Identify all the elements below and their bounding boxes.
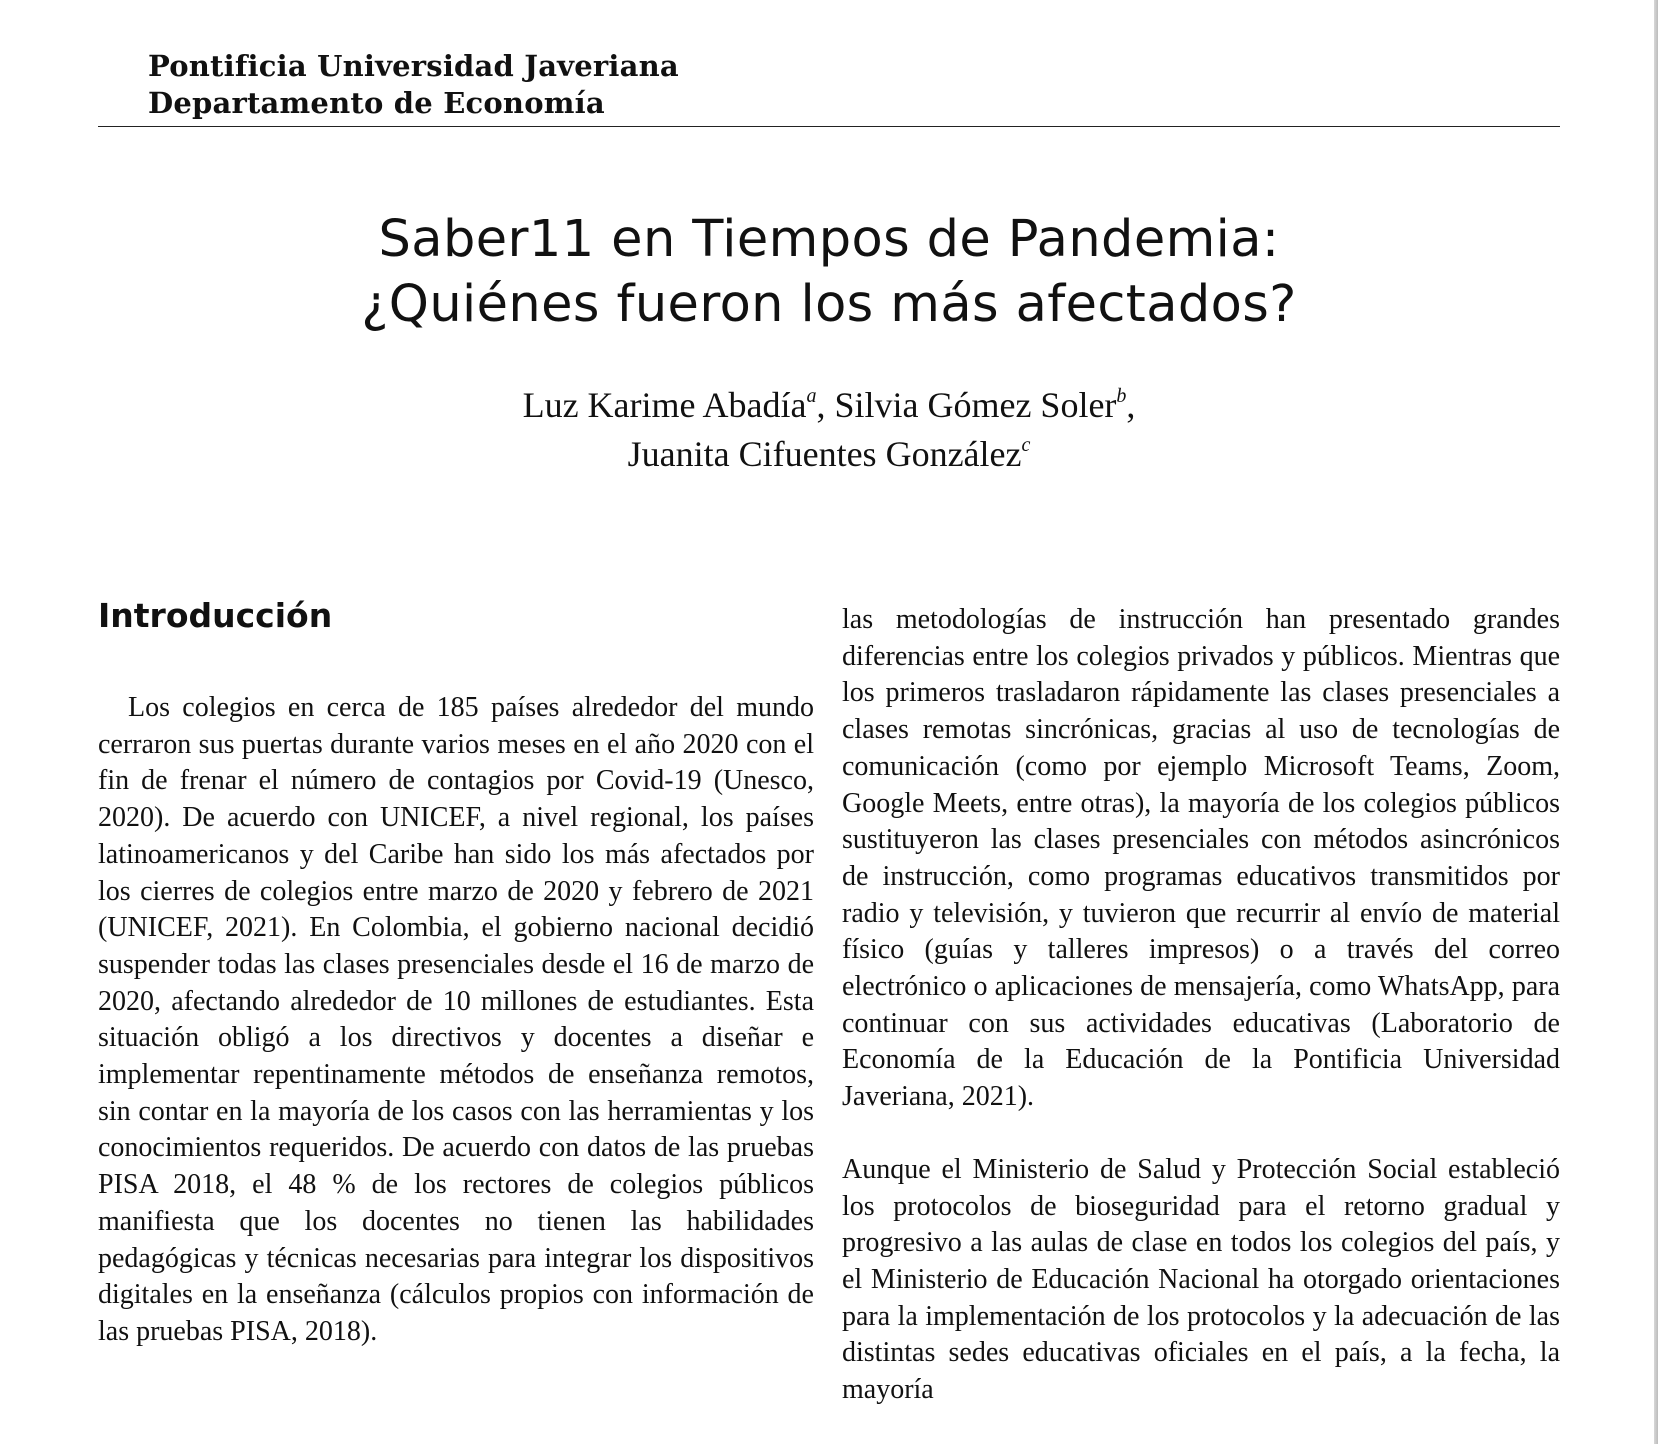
title-line-1: Saber11 en Tiempos de Pandemia:	[378, 210, 1280, 269]
institution-name: Pontificia Universidad Javeriana	[148, 49, 679, 83]
author-separator: ,	[816, 385, 835, 425]
author-affiliation-mark: a	[806, 385, 817, 407]
author-line-2	[98, 430, 1560, 479]
institution-header	[148, 48, 679, 122]
author-list	[98, 381, 1560, 479]
author-name: Silvia Gómez Soler	[834, 385, 1117, 425]
author-affiliation-mark: c	[1021, 434, 1031, 456]
section-heading-introduccion: Introducción	[98, 596, 333, 635]
left-column	[98, 690, 814, 1351]
author-line-1	[98, 381, 1560, 430]
body-paragraph: las metodologías de instrucción han presentado grandes diferencias entre los colegios privados y públicos. Mientras que los primeros trasladaron rápidamente las clases presenciales a clases remotas sincrónicas, gracias al uso de tecnologías de comunicación (como por ejemplo Microsoft Teams, Zoom, Google Meets, entre otras), la mayoría de los colegios públicos sustituyeron las clases presenciales con métodos asincrónicos de instrucción, como programas educativos transmitidos por radio y televisión, y tuvieron que recurrir al envío de material físico (guías y talleres impresos) o a través del correo electrónico o aplicaciones de mensajería, como WhatsApp, para continuar con sus actividades educativas (Laboratorio de Economía de la Educación de la Pontificia Universidad Javeriana, 2021).	[842, 604, 1560, 1113]
header-rule	[98, 126, 1560, 127]
author-name: Juanita Cifuentes González	[627, 434, 1022, 474]
right-column	[842, 602, 1560, 1409]
title-line-2: ¿Quiénes fueron los más afectados?	[361, 275, 1297, 334]
author-affiliation-mark: b	[1116, 385, 1127, 407]
body-paragraph: Aunque el Ministerio de Salud y Protección Social estableció los protocolos de bioseguridad para el retorno gradual y progresivo a las aulas de clase en todos los colegios del país, y el Ministerio de Educación Nacional ha otorgado orientaciones para la implementación de los protocolos y la adecuación de las distintas sedes educativas oficiales en el país, a la fecha, la mayoría	[842, 1153, 1560, 1406]
department-name: Departamento de Economía	[148, 86, 605, 120]
author-separator: ,	[1126, 385, 1136, 425]
page-edge	[1654, 0, 1658, 1444]
paper-title	[98, 207, 1560, 337]
body-paragraph: Los colegios en cerca de 185 países alrededor del mundo cerraron sus puertas durante varios meses en el año 2020 con el fin de frenar el número de contagios por Covid-19 (Unesco, 2020). De acuerdo con UNICEF, a nivel regional, los países latinoamericanos y del Caribe han sido los más afectados por los cierres de colegios entre marzo de 2020 y febrero de 2021 (UNICEF, 2021). En Colombia, el gobierno nacional decidió suspender todas las clases presenciales desde el 16 de marzo de 2020, afectando alrededor de 10 millones de estudiantes. Esta situación obligó a los directivos y docentes a diseñar e implementar repentinamente métodos de enseñanza remotos, sin contar en la mayoría de los casos con las herramientas y los conocimientos requeridos. De acuerdo con datos de las pruebas PISA 2018, el 48 % de los rectores de colegios públicos manifiesta que los docentes no tienen las habilidades pedagógicas y técnicas necesarias para integrar los dispositivos digitales en la enseñanza (cálculos propios con información de las pruebas PISA, 2018).	[98, 692, 814, 1347]
author-name: Luz Karime Abadía	[522, 385, 807, 425]
